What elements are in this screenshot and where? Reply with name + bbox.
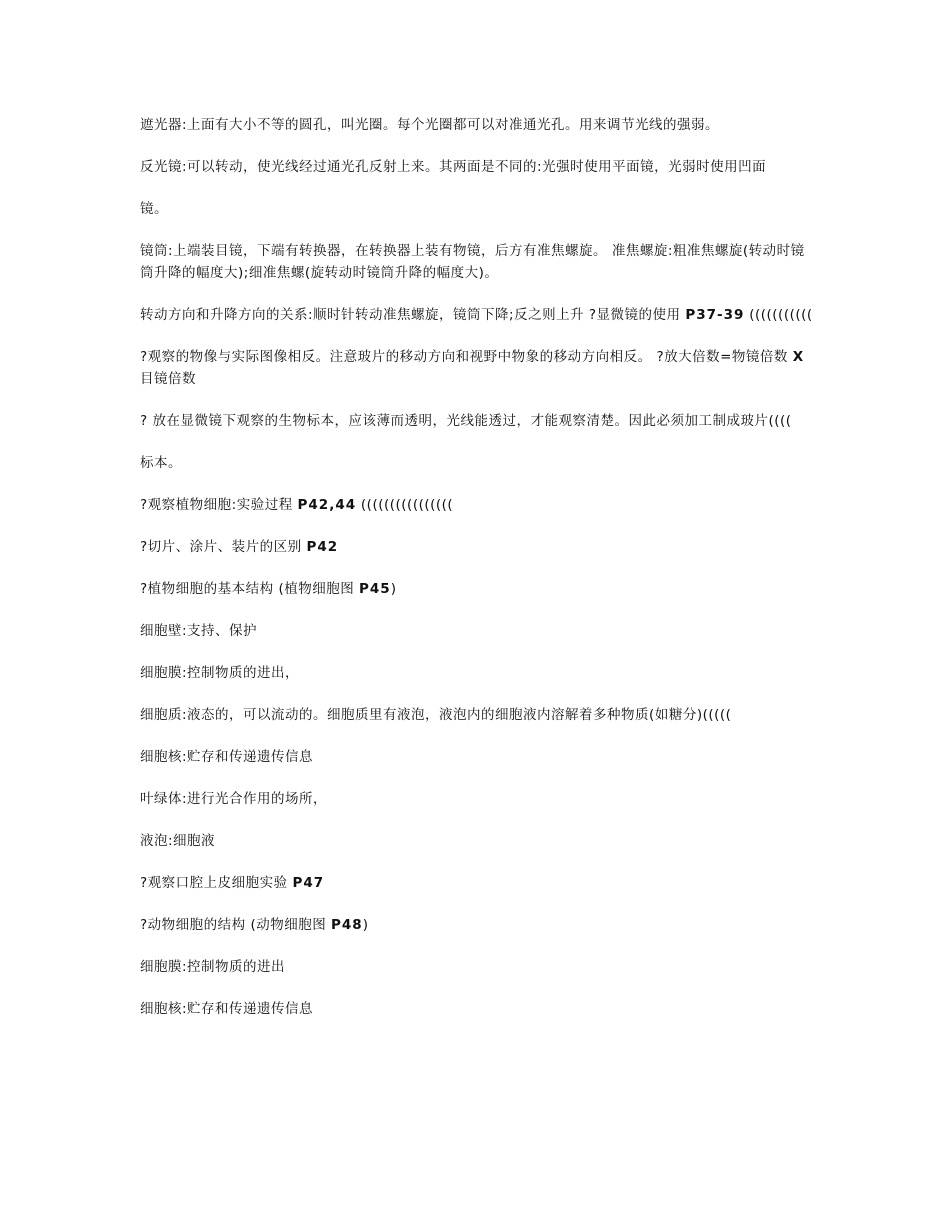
text-span: 镜筒:上端装目镜，下端有转换器，在转换器上装有物镜，后方有准焦螺旋。 准焦螺旋:粗准焦螺旋(转动时镜筒升降的幅度大);细准焦螺(旋转动时镜筒升降的幅度大)。 [140, 243, 805, 281]
text-span: ?植物细胞的基本结构 (植物细胞图 [140, 581, 360, 597]
text-span: ) [362, 917, 369, 933]
page-reference: P45 [359, 581, 391, 597]
paragraph-mirror-continued [140, 198, 816, 220]
paragraph-mirror [140, 156, 816, 178]
paragraph-tube [140, 240, 816, 284]
page-reference: P42,44 [297, 497, 357, 513]
text-span: ) [390, 581, 397, 597]
paragraph-slide-types [140, 536, 816, 558]
text-span: 细胞质:液态的，可以流动的。细胞质里有液泡，液泡内的细胞液内溶解着多种物质(如糖分)((((( [140, 707, 732, 723]
text-span: ?观察的物像与实际图像相反。注意玻片的移动方向和视野中物象的移动方向相反。 ?放大倍数=物镜倍数 [140, 349, 793, 365]
paragraph-rotation [140, 304, 816, 326]
text-span: 标本。 [140, 455, 182, 471]
paragraph-diaphragm [140, 114, 816, 136]
text-span: 镜。 [140, 201, 168, 217]
text-span: ?观察口腔上皮细胞实验 [140, 875, 293, 891]
page-reference: P48 [331, 917, 363, 933]
paragraph-vacuole [140, 830, 816, 852]
text-span: 液泡:细胞液 [140, 833, 216, 849]
text-span: ? 放在显微镜下观察的生物标本，应该薄而透明，光线能透过，才能观察清楚。因此必须加工制成玻片(((( [140, 413, 792, 429]
text-span: 细胞核:贮存和传递遗传信息 [140, 749, 314, 765]
paragraph-nucleus [140, 746, 816, 768]
page-reference: P42 [306, 539, 339, 555]
text-span: (((((((((((((((( [356, 497, 454, 513]
text-span: ?动物细胞的结构 (动物细胞图 [140, 917, 332, 933]
multiply-sign: X [792, 349, 805, 365]
paragraph-plant-cell-experiment [140, 494, 816, 516]
text-span: 叶绿体:进行光合作用的场所， [140, 791, 328, 807]
page-reference: P47 [292, 875, 325, 891]
text-span: 目镜倍数 [140, 371, 196, 387]
text-span: 细胞壁:支持、保护 [140, 623, 258, 639]
paragraph-cell-wall [140, 620, 816, 642]
paragraph-chloroplast [140, 788, 816, 810]
paragraph-animal-cell-nucleus [140, 998, 816, 1020]
paragraph-specimen-continued [140, 452, 816, 474]
text-span: 遮光器:上面有大小不等的圆孔，叫光圈。每个光圈都可以对准通光孔。用来调节光线的强弱。 [140, 117, 720, 133]
text-span: ?切片、涂片、装片的区别 [140, 539, 307, 555]
paragraph-animal-cell-membrane [140, 956, 816, 978]
text-span: ((((((((((( [744, 307, 813, 323]
text-span: 反光镜:可以转动，使光线经过通光孔反射上来。其两面是不同的:光强时使用平面镜，光弱时使用凹面 [140, 159, 767, 175]
paragraph-cheek-cell-experiment [140, 872, 816, 894]
text-span: 转动方向和升降方向的关系:顺时针转动准焦螺旋，镜筒下降;反之则上升 ?显微镜的使用 [140, 307, 686, 323]
text-span: 细胞膜:控制物质的进出， [140, 665, 300, 681]
paragraph-image-inversion [140, 346, 816, 390]
document-body [140, 114, 816, 1040]
page-reference: P37-39 [685, 307, 745, 323]
text-span: ?观察植物细胞:实验过程 [140, 497, 298, 513]
paragraph-specimen [140, 410, 816, 432]
text-span: 细胞膜:控制物质的进出 [140, 959, 286, 975]
paragraph-animal-cell-structure [140, 914, 816, 936]
paragraph-cell-membrane [140, 662, 816, 684]
paragraph-plant-cell-structure [140, 578, 816, 600]
paragraph-cytoplasm [140, 704, 816, 726]
text-span: 细胞核:贮存和传递遗传信息 [140, 1001, 314, 1017]
